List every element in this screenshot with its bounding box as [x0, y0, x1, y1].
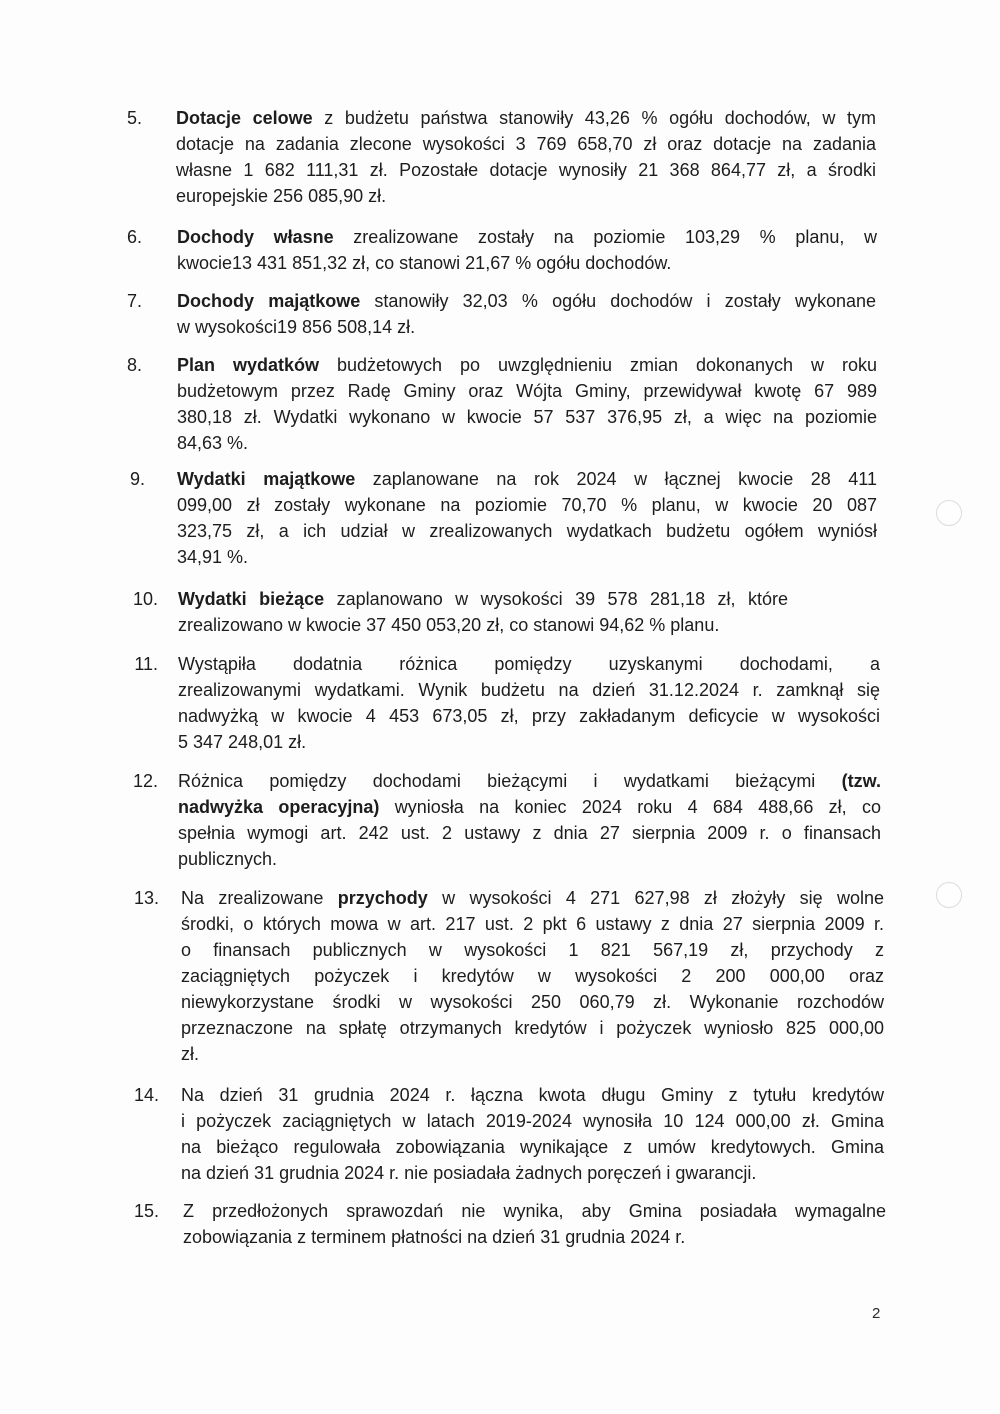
item-number: 12.: [132, 771, 158, 791]
text-line: [181, 885, 884, 911]
text-line: [177, 352, 877, 378]
text-line: [177, 288, 876, 314]
item-number: 10.: [132, 589, 158, 609]
text-line: [181, 1108, 884, 1134]
line-text: dotacje na zadania zlecone wysokości 3 769 658,70 zł oraz dotacje na zadania: [176, 134, 876, 154]
item-text: [177, 224, 877, 276]
line-text: zrealizowano w kwocie 37 450 053,20 zł, co stanowi 94,62 % planu.: [178, 615, 720, 635]
line-text: zaplanowane na rok 2024 w łącznej kwocie 28 411: [355, 469, 877, 489]
line-text: 323,75 zł, a ich udział w zrealizowanych wydatkach budżetu ogółem wyniósł: [177, 521, 877, 541]
bold-term: Dochody majątkowe: [177, 291, 361, 311]
item-text: [178, 768, 881, 872]
text-line: [178, 651, 880, 677]
bold-term: (tzw.: [841, 771, 881, 791]
line-text: Z przedłożonych sprawozdań nie wynika, aby Gmina posiadała wymagalne: [183, 1201, 886, 1221]
line-text: i pożyczek zaciągniętych w latach 2019-2024 wynosiła 10 124 000,00 zł. Gmina: [181, 1111, 884, 1131]
text-line: [177, 518, 877, 544]
line-text: własne 1 682 111,31 zł. Pozostałe dotacje wynosiły 21 368 864,77 zł, a środki: [176, 160, 876, 180]
bold-term: Dochody własne: [177, 227, 334, 247]
text-line: [177, 430, 877, 456]
line-text: Na dzień 31 grudnia 2024 r. łączna kwota długu Gminy z tytułu kredytów: [181, 1085, 884, 1105]
bold-term: przychody: [337, 888, 428, 908]
text-line: [177, 404, 877, 430]
line-text: Różnica pomiędzy dochodami bieżącymi i wydatkami bieżącymi: [178, 771, 842, 791]
line-text: na bieżąco regulowała zobowiązania wynikające z umów kredytowych. Gmina: [181, 1137, 884, 1157]
text-line: [178, 846, 881, 872]
text-line: [178, 768, 881, 794]
text-line: [176, 183, 876, 209]
bold-term: Wydatki majątkowe: [177, 469, 356, 489]
item-text: [178, 586, 788, 638]
text-line: [181, 1082, 884, 1108]
text-line: [178, 586, 788, 612]
line-text: niewykorzystane środki w wysokości 250 060,79 zł. Wykonanie rozchodów: [181, 992, 884, 1012]
line-text: nadwyżką w kwocie 4 453 673,05 zł, przy zakładanym deficycie w wysokości: [178, 706, 880, 726]
line-text: zaciągniętych pożyczek i kredytów w wysokości 2 200 000,00 oraz: [181, 966, 884, 986]
text-line: [181, 1134, 884, 1160]
text-line: [183, 1198, 886, 1224]
line-text: zobowiązania z terminem płatności na dzień 31 grudnia 2024 r.: [183, 1227, 686, 1247]
item-text: [177, 466, 877, 570]
text-line: [178, 677, 880, 703]
line-text: na dzień 31 grudnia 2024 r. nie posiadała żadnych poręczeń i gwarancji.: [181, 1163, 757, 1183]
item-text: [178, 651, 880, 755]
item-number: 7.: [126, 291, 142, 311]
item-text: [181, 1082, 884, 1186]
item-text: [183, 1198, 886, 1250]
text-line: [177, 378, 877, 404]
text-line: [177, 314, 876, 340]
text-line: [176, 105, 876, 131]
line-text: w wysokości 4 271 627,98 zł złożyły się wolne: [427, 888, 884, 908]
line-text: Wystąpiła dodatnia różnica pomiędzy uzyskanymi dochodami, a: [178, 654, 880, 674]
line-text: budżetowych po uwzględnieniu zmian dokonanych w roku: [319, 355, 877, 375]
text-line: [181, 989, 884, 1015]
text-line: [176, 131, 876, 157]
item-number: 9.: [129, 469, 145, 489]
line-text: zrealizowane zostały na poziomie 103,29 % planu, w: [333, 227, 877, 247]
text-line: [178, 612, 788, 638]
line-text: zł.: [181, 1044, 199, 1064]
text-line: [181, 1041, 884, 1067]
item-text: [177, 352, 877, 456]
text-line: [177, 544, 877, 570]
line-text: w wysokości19 856 508,14 zł.: [177, 317, 416, 337]
line-text: 099,00 zł zostały wykonane na poziomie 70,70 % planu, w kwocie 20 087: [177, 495, 877, 515]
page-number: 2: [872, 1305, 881, 1322]
line-text: 34,91 %.: [177, 547, 249, 567]
item-number: 6.: [126, 227, 142, 247]
text-line: [181, 963, 884, 989]
text-line: [181, 1015, 884, 1041]
line-text: 84,63 %.: [177, 433, 249, 453]
text-line: [181, 1160, 884, 1186]
line-text: kwocie13 431 851,32 zł, co stanowi 21,67 % ogółu dochodów.: [177, 253, 672, 273]
punch-hole-bottom: [936, 882, 962, 908]
text-line: [177, 466, 877, 492]
item-number: 11.: [134, 654, 158, 674]
text-line: [178, 729, 880, 755]
item-text: [181, 885, 884, 1067]
text-line: [181, 911, 884, 937]
item-number: 13.: [133, 888, 159, 908]
text-line: [178, 703, 880, 729]
item-number: 14.: [133, 1085, 159, 1105]
bold-term: Plan wydatków: [177, 355, 319, 375]
text-line: [177, 250, 877, 276]
text-line: [177, 492, 877, 518]
line-text: publicznych.: [178, 849, 278, 869]
line-text: 380,18 zł. Wydatki wykonano w kwocie 57 537 376,95 zł, a więc na poziomie: [177, 407, 877, 427]
item-number: 5.: [126, 108, 142, 128]
text-line: [181, 937, 884, 963]
text-line: [183, 1224, 886, 1250]
line-text: spełnia wymogi art. 242 ust. 2 ustawy z dnia 27 sierpnia 2009 r. o finansach: [178, 823, 881, 843]
text-line: [178, 820, 881, 846]
line-text: europejskie 256 085,90 zł.: [176, 186, 387, 206]
line-text: stanowiły 32,03 % ogółu dochodów i zostały wykonane: [360, 291, 876, 311]
punch-hole-top: [936, 500, 962, 526]
line-text: budżetowym przez Radę Gminy oraz Wójta Gminy, przewidywał kwotę 67 989: [177, 381, 877, 401]
line-text: zrealizowanymi wydatkami. Wynik budżetu na dzień 31.12.2024 r. zamknął się: [178, 680, 880, 700]
line-text: 5 347 248,01 zł.: [178, 732, 307, 752]
line-text: wyniosła na koniec 2024 roku 4 684 488,66 zł, co: [379, 797, 882, 817]
item-number: 8.: [126, 355, 142, 375]
item-text: [177, 288, 876, 340]
line-text: przeznaczone na spłatę otrzymanych kredytów i pożyczek wyniosło 825 000,00: [181, 1018, 884, 1038]
text-line: [178, 794, 881, 820]
item-number: 15.: [133, 1201, 159, 1221]
bold-term: nadwyżka operacyjna): [178, 797, 380, 817]
line-text: zaplanowano w wysokości 39 578 281,18 zł, które: [324, 589, 788, 609]
line-text: o finansach publicznych w wysokości 1 821 567,19 zł, przychody z: [181, 940, 884, 960]
text-line: [177, 224, 877, 250]
item-text: [176, 105, 876, 209]
text-line: [176, 157, 876, 183]
line-text: Na zrealizowane: [181, 888, 338, 908]
bold-term: Wydatki bieżące: [178, 589, 325, 609]
line-text: z budżetu państwa stanowiły 43,26 % ogółu dochodów, w tym: [312, 108, 876, 128]
bold-term: Dotacje celowe: [176, 108, 313, 128]
line-text: środki, o których mowa w art. 217 ust. 2 pkt 6 ustawy z dnia 27 sierpnia 2009 r.: [181, 914, 884, 934]
